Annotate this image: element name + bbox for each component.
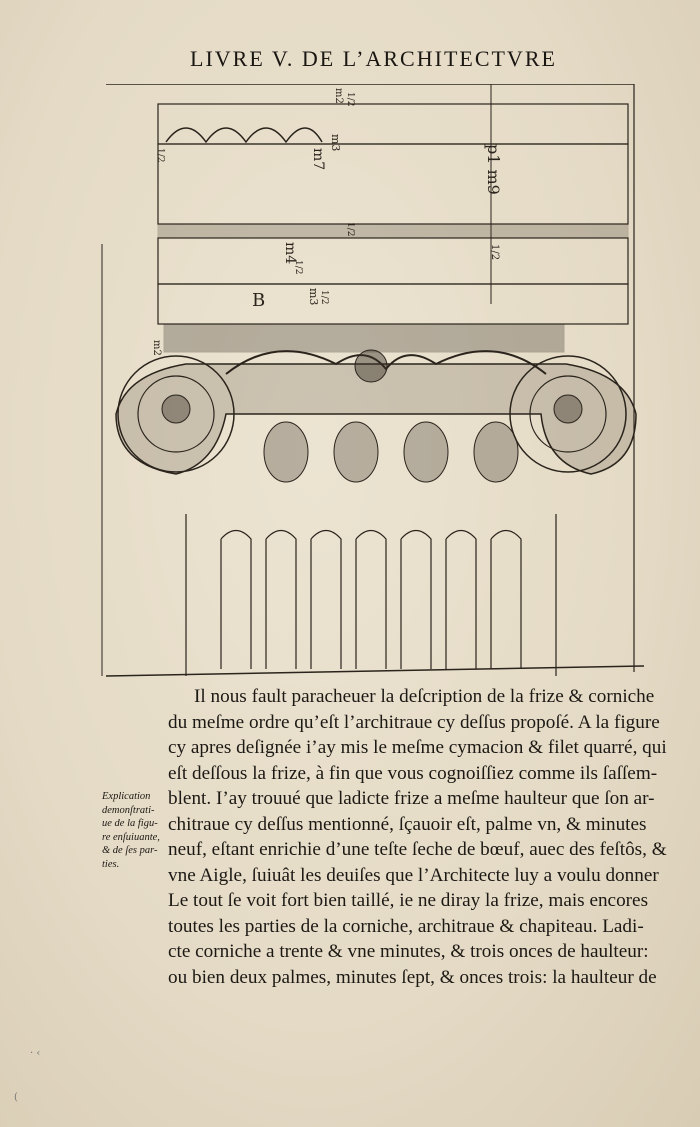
marginal-line: ue de la figu- <box>102 818 158 829</box>
body-line: du meſme ordre qu’eſt l’architraue cy deſſus propoſé. A la figure <box>168 711 660 733</box>
body-line: toutes les parties de la corniche, architraue & chapiteau. Ladi- <box>168 915 644 937</box>
figure-right-label: p1 m9 <box>484 144 503 195</box>
marginal-line: & de ſes par- <box>102 845 158 856</box>
page-header: LIVRE V. DE L’ARCHITECTVRE <box>190 46 557 71</box>
body-line: blent. I’ay trouué que ladicte frize a meſme haulteur que ſon ar- <box>168 788 655 809</box>
figure-label-B: B <box>252 290 266 311</box>
body-line: chitraue cy deſſus mentionné, ſçauoir eſt, palme vn, & minutes <box>168 813 647 835</box>
figure-fraction-1: 1/2 <box>345 92 355 107</box>
body-line: neuf, eſtant enrichie d’une teſte ſeche de bœuf, auec des feſtôs, & <box>168 839 667 860</box>
body-line: cte corniche a trente & vne minutes, & trois onces de haulteur: <box>168 941 649 962</box>
page-speck: · ‹ <box>30 1048 41 1059</box>
figure-fraction-2: 1/2 <box>345 222 355 237</box>
figure-label-m2-top: m2 <box>333 88 344 104</box>
ionic-capital-engraving <box>96 84 646 684</box>
body-line: Il nous fault paracheuer la deſcription de la frize & corniche <box>194 686 655 707</box>
figure-label-m3: m3 <box>329 134 342 152</box>
body-line: Le tout ſe voit fort bien taillé, ie ne diray la frize, mais encores <box>168 890 649 911</box>
body-paragraph <box>168 684 667 990</box>
figure-fraction-5: 1/2 <box>155 148 165 163</box>
figure-fraction-4: 1/2 <box>319 290 329 305</box>
body-line: ou bien deux palmes, minutes ſept, & onces trois: la haulteur de <box>168 966 657 988</box>
figure-right-fraction: 1/2 <box>489 244 500 261</box>
figure-fraction-3: 1/2 <box>293 260 303 275</box>
marginal-line: demonſtrati- <box>102 804 155 816</box>
marginal-line: Explication <box>102 791 151 802</box>
figure-label-m3-lower: m3 <box>307 288 320 306</box>
figure-label-m4: m4 <box>282 242 298 265</box>
marginal-line: re enſuiuante, <box>102 831 160 843</box>
body-line: cy apres deſignée i’ay mis le meſme cymacion & filet quarré, qui <box>168 737 667 758</box>
figure-label-m2-left: m2 <box>151 340 162 356</box>
page-speck: ( <box>14 1092 18 1103</box>
body-line: eſt deſſous la frize, à fin que vous cognoiſſiez comme ils ſaſſem- <box>168 762 658 784</box>
marginal-line: ties. <box>102 858 120 870</box>
body-line: vne Aigle, ſuiuât les deuiſes que l’Architecte luy a voulu donner <box>168 864 659 886</box>
marginal-note <box>102 790 164 871</box>
figure-label-m7: m7 <box>310 148 326 171</box>
